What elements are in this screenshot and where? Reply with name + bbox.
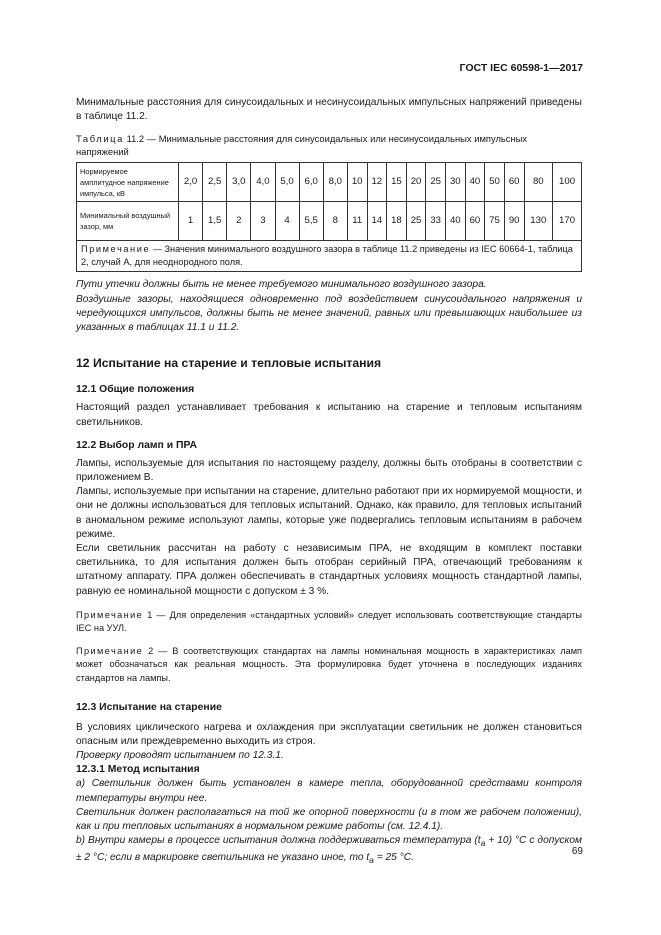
table-cell: 100: [553, 163, 582, 202]
table-cell: 80: [524, 163, 553, 202]
method-item-a-position: Светильник должен располагаться на той же опорной поверхности (и в том же рабочем положении), как и при тепловых испытаниях в нормальном режиме работы (см. 12.4.1).: [76, 806, 582, 833]
section-12-1-text: Настоящий раздел устанавливает требования к испытанию на старение и тепловым испытаниям светильников.: [76, 402, 582, 428]
table-cell: 8,0: [323, 163, 347, 202]
item-b-text-1: b) Внутри камеры в процессе испытания должна поддерживаться температура (t: [76, 835, 481, 847]
creepage-paragraph: Пути утечки должны быть не менее требуемого минимального воздушного зазора.: [76, 279, 487, 291]
table-cell: 5,0: [275, 163, 299, 202]
note1-prefix: Примечание: [76, 609, 144, 620]
page-content: [76, 92, 582, 867]
method-item-b: [76, 834, 582, 866]
row-label-clearance: Минимальный воздушный зазор, мм: [77, 202, 179, 241]
section-12-1-heading: 12.1 Общие положения: [76, 384, 195, 396]
intro-paragraph: Минимальные расстояния для синусоидальных и несинусоидальных импульсных напряжений приведены в таблице 11.2.: [76, 97, 582, 123]
section-12-3-p2: Проверку проводят испытанием по 12.3.1.: [76, 750, 284, 762]
table-cell: 25: [406, 202, 426, 241]
table-cell: 30: [446, 163, 466, 202]
table-caption: [76, 133, 582, 158]
table-cell: 60: [504, 163, 524, 202]
table-cell: 10: [347, 163, 367, 202]
table-cell: 170: [553, 202, 582, 241]
table-cell: 3: [251, 202, 275, 241]
table-cell: 90: [504, 202, 524, 241]
table-cell: 33: [426, 202, 446, 241]
table-caption-text: 11.2 — Минимальные расстояния для синусоидальных или несинусоидальных импульсных напряжений: [76, 133, 528, 157]
table-cell: 5,5: [299, 202, 323, 241]
table-cell: 75: [485, 202, 505, 241]
table-cell: 50: [485, 163, 505, 202]
table-cell: 6,0: [299, 163, 323, 202]
item-b-sub-1: a: [480, 838, 486, 849]
section-12-heading: 12 Испытание на старение и тепловые испытания: [76, 356, 382, 371]
clearance-paragraph: Воздушные зазоры, находящиеся одновременно под воздействием синусоидального напряжения и чередующихся импульсов, должны быть не менее значений, равных или превышающих наибольшее из указанных в таблицах 11.1 и 11.2.: [76, 293, 582, 334]
table-cell: 1: [179, 202, 203, 241]
section-12-3-1-heading: 12.3.1 Метод испытания: [76, 764, 200, 776]
section-12-3-p1: В условиях циклического нагрева и охлаждения при эксплуатации светильник не должен становиться опасным или преждевременно выходить из строя.: [76, 721, 582, 748]
note1-text: 1 — Для определения «стандартных условий» следует использовать соответствующие стандарты IEC на УУЛ.: [76, 609, 582, 634]
table-cell: 2: [227, 202, 251, 241]
table-cell: 14: [367, 202, 387, 241]
section-12-2-p3: Если светильник рассчитан на работу с независимым ПРА, не входящим в комплект поставки светильника, то для испытания должен быть отобран серийный ПРА, отвечающий требованиям к штатному аппарату. ПРА должен обеспечивать в стандартных условиях мощность стандартной лампы, равную ее номинальной мощности с допуском ± 3 %.: [76, 543, 582, 597]
row-label-voltage: Нормируемое амплитудное напряжение импульса, кВ: [77, 163, 179, 202]
table-cell: 8: [323, 202, 347, 241]
page-number: 69: [571, 846, 583, 857]
table-cell: 2,0: [179, 163, 203, 202]
standard-header: ГОСТ IEC 60598-1—2017: [459, 62, 583, 74]
method-item-a: а) Светильник должен быть установлен в камере тепла, оборудованной средствами контроля температуры внутри нее.: [76, 778, 582, 804]
section-12-2-p1: Лампы, используемые для испытания по настоящему разделу, должны быть отобраны в соответствии с приложением B.: [76, 457, 582, 484]
section-12-2-note2: [76, 645, 582, 685]
note2-text: 2 — В соответствующих стандартах на лампы номинальная мощность в характеристиках ламп может обозначаться как реальная мощность. Эта формулировка будет уточнена в последующих изданиях стандартов на лампы.: [76, 646, 582, 683]
note2-prefix: Примечание: [76, 646, 144, 657]
table-cell: 40: [465, 163, 485, 202]
clearance-table: [76, 162, 582, 272]
table-note-prefix: Примечание: [81, 244, 151, 255]
table-note: [77, 241, 582, 272]
table-cell: 4,0: [251, 163, 275, 202]
section-12-2-heading: 12.2 Выбор ламп и ПРА: [76, 439, 197, 451]
section-12-2-note1: [76, 609, 582, 635]
table-cell: 4: [275, 202, 299, 241]
item-b-text-2: + 10) °C с допуском ± 2 °C; если в маркировке светильника не указано иное, то t: [76, 835, 582, 863]
section-12-3-heading: 12.3 Испытание на старение: [76, 701, 222, 713]
table-row: [77, 202, 582, 241]
table-cell: 25: [426, 163, 446, 202]
table-cell: 3,0: [227, 163, 251, 202]
table-cell: 60: [465, 202, 485, 241]
table-cell: 1,5: [203, 202, 227, 241]
table-cell: 11: [347, 202, 367, 241]
table-cell: 130: [524, 202, 553, 241]
table-caption-prefix: Таблица: [76, 133, 124, 145]
table-cell: 18: [387, 202, 407, 241]
table-row: [77, 241, 582, 272]
table-cell: 12: [367, 163, 387, 202]
item-b-text-3: = 25 °C.: [373, 851, 414, 863]
table-cell: 20: [406, 163, 426, 202]
table-cell: 40: [446, 202, 466, 241]
table-row: [77, 163, 582, 202]
table-cell: 15: [387, 163, 407, 202]
table-cell: 2,5: [203, 163, 227, 202]
section-12-2-p2: Лампы, используемые при испытании на старение, длительно работают при их нормируемой мощности, и они не должны использоваться для тепловых испытаний. Однако, как правило, для тепловых испытаний в аномальном режиме используют лампы, которые уже подвергались тепловым испытаниям в рабочем режиме.: [76, 486, 582, 540]
table-note-text: — Значения минимального воздушного зазора в таблице 11.2 приведены из IEC 60664-1, таблица 2, случай А, для неоднородного поля.: [81, 244, 573, 267]
item-b-sub-2: a: [369, 854, 374, 865]
